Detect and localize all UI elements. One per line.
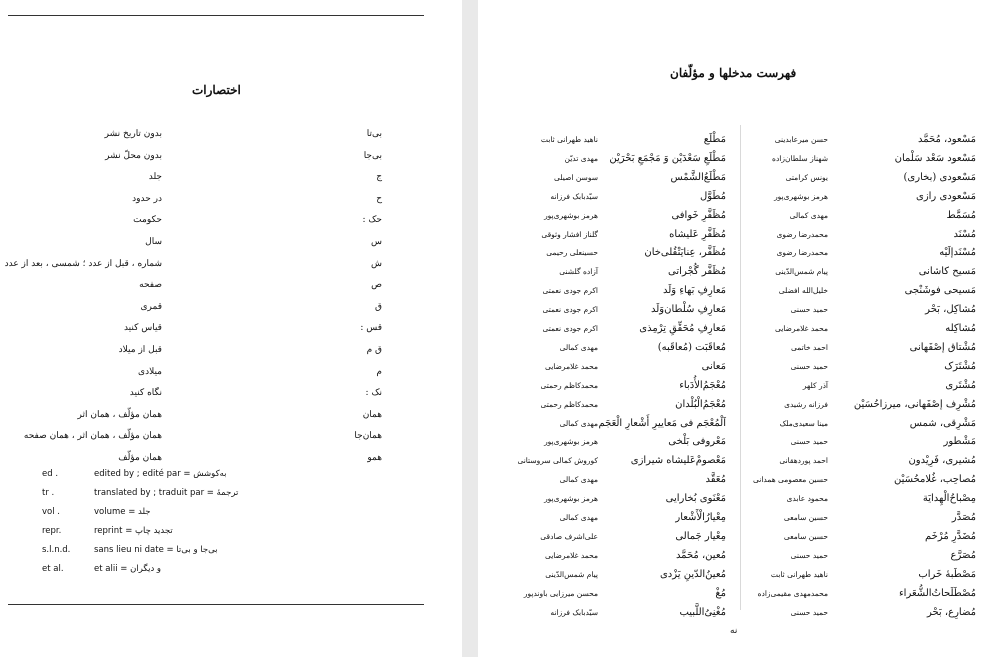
latin-code: repr.: [42, 526, 62, 536]
entry-term: [706, 468, 727, 486]
entry-author-text: هرمز بوشهری‌پور: [544, 494, 598, 504]
entry-term-text: مُعْجَمُ‌الْبُلْدان: [675, 398, 726, 410]
entry-term: [905, 279, 976, 297]
right-page-title: فهرست مدخلها و مؤلّفان: [670, 66, 797, 80]
entry-term: [658, 336, 726, 354]
latin-meaning: translated by ; traduit par = ترجمهٔ: [94, 488, 239, 498]
latin-meaning: reprint = تجدید چاپ: [94, 526, 173, 536]
latin-code: et al.: [42, 564, 64, 574]
entry-author: [544, 487, 598, 505]
entry-author-text: محمد غلامرضایی: [544, 361, 598, 371]
abbreviation-code: همان‌جا: [354, 431, 382, 442]
entry-author: [541, 128, 598, 146]
abbreviation-row: [100, 276, 382, 294]
latin-abbreviation-row: [42, 503, 302, 521]
abbreviation-row: [100, 211, 382, 229]
entry-author-text: فرزانه رشیدی: [784, 399, 828, 409]
entry-author-text: هرمز بوشهری‌پور: [544, 437, 598, 447]
entry-term-text: مَشْرِقی، شمس: [909, 417, 976, 429]
entry-term-text: مَصْطَبهٔ خَراب: [918, 568, 976, 580]
entry-author-text: محمدکاظم رحمتی: [540, 380, 598, 390]
entry-term-text: مَعْروفی بَلْخی: [668, 436, 726, 448]
abbreviation-code: م: [376, 366, 382, 377]
entry-term-text: مُشیری، فَرِیْدون: [908, 455, 976, 467]
entry-term-text: مَسیح کاشانی: [918, 266, 976, 278]
abbreviation-code: نک :: [365, 388, 382, 399]
entry-term: [644, 241, 726, 259]
entry-term: [675, 393, 726, 411]
entry-term: [894, 468, 976, 486]
entry-author: [753, 468, 828, 486]
entry-term-text: مُشْتَری: [945, 379, 976, 391]
entry-term: [598, 412, 726, 430]
entry-term: [944, 430, 976, 448]
entry-term: [609, 147, 726, 165]
entry-term: [923, 487, 976, 505]
latin-code: s.l.n.d.: [42, 545, 71, 555]
entry-term: [854, 393, 976, 411]
entry-term: [925, 525, 976, 543]
entry-author: [543, 298, 598, 316]
entry-term: [668, 260, 726, 278]
abbreviation-row: [77, 406, 382, 424]
entry-author: [784, 525, 828, 543]
entry-author-text: شهناز سلطان‌زاده: [772, 153, 828, 163]
entry-term: [944, 355, 976, 373]
entry-author-text: محمد غلامرضایی: [774, 324, 828, 333]
abbreviation-row: [100, 363, 382, 381]
abbreviation-meaning: میلادی: [138, 366, 162, 377]
entry-author: [560, 336, 598, 354]
entry-term: [946, 204, 976, 222]
abbreviation-meaning: صفحه: [139, 280, 162, 291]
entry-term-text: مُصَرَّع: [950, 549, 976, 561]
entry-author-text: مهدی کمالی: [559, 418, 598, 428]
entry-author: [550, 601, 598, 619]
latin-meaning: volume = جلد: [94, 507, 151, 517]
abbreviation-meaning: بدون تاریخ نشر: [104, 129, 162, 139]
abbreviation-row: [100, 319, 382, 337]
entry-term: [663, 279, 726, 297]
abbreviation-code: ح: [376, 193, 382, 204]
entry-term-text: مُظَفَّرِ عَلیشاه: [669, 228, 726, 240]
entry-term: [639, 317, 726, 335]
entry-author: [784, 393, 828, 411]
entry-term-text: مَعانی: [701, 360, 726, 372]
entry-author: [803, 374, 828, 392]
abbreviation-meaning: قیاس کنید: [123, 323, 162, 334]
entry-term: [702, 355, 726, 373]
entry-author: [554, 166, 598, 184]
entry-term: [918, 128, 976, 146]
abbreviation-row: [100, 168, 382, 186]
entry-author-text: محمدرضا رضوی: [776, 229, 828, 239]
entry-author: [780, 412, 828, 430]
entry-author-text: پیام شمس‌الدّینی: [545, 569, 598, 579]
entry-author: [779, 449, 828, 467]
abbreviation-row: [4, 255, 382, 273]
entry-author-text: حسین سامعی: [783, 513, 828, 522]
latin-abbreviation-row: [42, 484, 302, 502]
abbreviation-code: ق: [375, 301, 382, 312]
entry-author: [758, 582, 828, 600]
entry-author: [550, 185, 598, 203]
entry-author-text: حسن میرعابدینی: [774, 135, 828, 144]
entry-term-text: مَسْعود، مُحَمَّد: [918, 134, 976, 145]
entry-term-text: مَطْلَع: [703, 134, 726, 145]
entry-term-text: مُظَفَّر، عِنایَتْقُلی‌خان: [644, 247, 726, 259]
entry-term-text: مَسیحی فوشَنْجی: [904, 285, 976, 297]
entry-author-text: حسین معصومی همدانی: [753, 475, 828, 485]
abbreviation-code: قس :: [360, 323, 382, 334]
entry-term-text: مُغْ: [715, 587, 726, 599]
column-separator: [740, 125, 741, 610]
entry-author: [774, 185, 828, 203]
entry-author-text: محمدمهدی مقیمی‌زاده: [757, 588, 828, 598]
entry-author: [786, 166, 828, 184]
entry-term-text: مُشاکِل، بَحْر: [925, 304, 976, 316]
entry-author-text: مهدی کمالی: [559, 513, 598, 522]
entry-term: [910, 412, 976, 430]
entry-author-text: محسن میرزایی باوندپور: [523, 588, 598, 598]
entry-term: [704, 128, 726, 146]
entry-author-text: محمدکاظم رحمتی: [540, 399, 598, 409]
entry-term-text: مَسْعودی (بخاری): [903, 171, 976, 183]
entry-author: [791, 544, 828, 562]
entry-author-text: آذر کلهر: [802, 380, 828, 390]
abbreviation-code: ص: [371, 280, 382, 291]
entry-term-text: مُسَمَّط: [946, 209, 976, 221]
entry-author: [545, 544, 598, 562]
abbreviation-row: [100, 147, 382, 165]
abbreviation-meaning: شماره ، قبل از عدد ؛ شمسی ، بعد از عدد: [4, 258, 162, 269]
entry-term-text: مُصاحِب، غُلامحُسَیْن: [893, 474, 976, 486]
entry-author: [791, 355, 828, 373]
left-page: [0, 0, 462, 657]
entry-author: [544, 204, 598, 222]
abbreviation-code: ش: [371, 258, 382, 269]
entry-term: [679, 601, 726, 619]
entry-term-text: مُشْتَرَک: [944, 360, 976, 372]
entry-author-text: مهدی کمالی: [559, 475, 598, 485]
entry-term-text: مَشْطور: [943, 436, 976, 448]
entry-author-text: حمید حسنی: [790, 305, 828, 315]
entry-author: [545, 563, 598, 581]
abbreviation-code: همو: [367, 453, 382, 463]
entry-author: [540, 525, 598, 543]
entry-term: [939, 241, 976, 259]
latin-abbreviation-row: [42, 541, 302, 559]
entry-author: [543, 317, 598, 335]
entry-author-text: هرمز بوشهری‌پور: [544, 210, 598, 220]
entry-author: [790, 204, 828, 222]
entry-author-text: محمود عابدی: [786, 494, 828, 504]
abbreviation-meaning: سال: [145, 237, 162, 247]
entry-term-text: مِعْیارُالْأَشْعار: [675, 512, 726, 523]
entry-term-text: مُشْرِف إصْفَهانی، میرزاحُسَیْن: [853, 398, 976, 410]
top-rule: [8, 15, 424, 16]
entry-term-text: مُعینُ‌الدّینِ یَزْدی: [659, 568, 726, 580]
abbreviation-row: [100, 384, 382, 402]
entry-term: [927, 601, 976, 619]
abbreviation-code: ج: [376, 172, 382, 183]
entry-term: [916, 185, 976, 203]
latin-abbreviation-row: [42, 465, 302, 483]
entry-term: [950, 544, 976, 562]
latin-meaning: edited by ; edité par = به‌کوشش: [94, 469, 227, 479]
entry-term-text: مُعَقَّد: [705, 474, 726, 486]
entry-term: [671, 166, 726, 184]
entry-term-text: مُضارِع، بَحْر: [926, 606, 976, 618]
entry-author-text: احمد خاتمی: [791, 342, 828, 352]
entry-term-text: مُشْتاق إصْفَهانی: [909, 341, 976, 353]
left-page-title: اختصارات: [192, 83, 241, 97]
entry-author: [779, 279, 828, 297]
entry-author: [771, 563, 828, 581]
abbreviation-meaning: نگاه کنید: [129, 388, 162, 399]
entry-author: [541, 393, 598, 411]
abbreviation-code: ق م: [366, 345, 382, 355]
entry-author-text: گلناز افشار وثوقی: [541, 229, 598, 239]
entry-author: [517, 449, 598, 467]
entry-term-text: مَعارِفِ مُحَقِّقِ تِرْمِذی: [639, 323, 726, 334]
latin-code: tr .: [42, 488, 55, 498]
entry-author: [546, 241, 598, 259]
entry-term: [715, 582, 726, 600]
entry-term: [919, 260, 976, 278]
entry-author-text: سوسن اصیلی: [554, 172, 598, 182]
entry-term: [952, 506, 976, 524]
entry-author: [524, 582, 598, 600]
entry-term-text: مُغْنِیُ‌اللَّبیب: [679, 606, 726, 618]
entry-term-text: مُطَوَّل: [700, 190, 726, 202]
entry-term: [666, 487, 726, 505]
entry-term: [669, 223, 726, 241]
abbreviation-row: [100, 190, 382, 208]
entry-author-text: حسینعلی رحیمی: [546, 248, 598, 258]
entry-author: [775, 260, 828, 278]
entry-term-text: مِصْباحُ‌الْهِدایَة: [922, 493, 976, 505]
abbreviation-row: [100, 341, 382, 359]
entry-term: [945, 374, 976, 392]
abbreviation-meaning: قمری: [140, 301, 162, 312]
entry-term: [910, 336, 976, 354]
abbreviation-code: بی‌جا: [363, 150, 382, 161]
entry-author-text: حسین سامعی: [783, 531, 828, 541]
entry-term-text: مَعارِفِ بَهاءِ وَلَد: [662, 285, 726, 297]
entry-author-text: علی‌اشرف صادقی: [540, 531, 598, 541]
entry-author-text: محمدرضا رضوی: [776, 248, 828, 258]
entry-author-text: پیام شمس‌الدّینی: [775, 267, 828, 277]
entry-author-text: آزاده گلشنی: [559, 267, 598, 277]
entry-term-text: مُعاقَبَت (مُعاقَبه): [657, 341, 726, 353]
entry-author: [559, 260, 598, 278]
entry-term: [676, 544, 726, 562]
entry-author-text: سیّدبابک فرزانه: [550, 607, 598, 617]
entry-author-text: ناهید طهرانی ثابت: [770, 569, 828, 579]
entry-term: [700, 185, 726, 203]
entry-author: [776, 241, 828, 259]
abbreviation-meaning: قبل از میلاد: [118, 345, 162, 355]
entry-author: [791, 298, 828, 316]
entry-term: [651, 298, 726, 316]
abbreviation-row: [100, 233, 382, 251]
entry-author: [543, 279, 598, 297]
entry-term-text: مَعْصومْ‌عَلیشاه شیرازی: [630, 455, 726, 467]
entry-term: [675, 506, 726, 524]
entry-author-text: ناهید طهرانی ثابت: [540, 135, 598, 144]
entry-term-text: اَلْمُعْجَم فی مَعاییرِ أَشْعارِ الْعَجَم: [598, 417, 726, 429]
abbreviation-code: س: [371, 237, 382, 247]
entry-author: [565, 147, 599, 165]
entry-term-text: مُظَفَّر گُجْراتی: [668, 266, 726, 278]
entry-term: [953, 223, 976, 241]
entry-term-text: مُصْطَلَحاتُ‌الشُّعَراء: [898, 587, 976, 599]
entry-term-text: مُضَدَّرِ مُرْخَم: [925, 530, 976, 542]
entry-author-text: مهدی کمالی: [789, 210, 828, 220]
entry-term: [908, 449, 976, 467]
entry-term: [660, 563, 726, 581]
abbreviation-code: بی‌تا: [366, 129, 382, 139]
entry-term-text: مِعْیار جَمالی: [675, 530, 726, 542]
entry-author-text: اکرم جودی نعمتی: [542, 286, 598, 296]
page-number: نه: [730, 626, 738, 636]
entry-term-text: مُصَدَّر: [951, 512, 976, 523]
entry-author: [775, 317, 828, 335]
entry-term-text: مُشاکِله: [945, 323, 976, 334]
entry-author: [787, 487, 828, 505]
abbreviation-code: همان: [362, 409, 382, 420]
entry-term-text: مَسْعودی رازی: [916, 190, 976, 202]
entry-term: [679, 374, 726, 392]
entry-author-text: حمید حسنی: [790, 550, 828, 560]
entry-author-text: خلیل‌الله افضلی: [778, 286, 828, 296]
entry-term-text: مَسْعود سَعْد سَلْمان: [894, 152, 976, 164]
abbreviation-row: [23, 427, 382, 445]
entry-author-text: سیّدبابک فرزانه: [550, 191, 598, 201]
abbreviation-meaning: همان مؤلّف: [118, 453, 162, 463]
entry-author: [544, 430, 598, 448]
entry-author-text: اکرم جودی نعمتی: [542, 324, 598, 333]
latin-abbreviation-row: [42, 522, 302, 540]
entry-term: [671, 204, 726, 222]
entry-term-text: مُسْنَدإلَیْه: [939, 247, 976, 259]
entry-author: [772, 147, 828, 165]
entry-term-text: مُسْنَد: [953, 228, 976, 240]
entry-term-text: مَعْنَوی بُخارایی: [665, 493, 726, 505]
latin-abbreviation-row: [42, 560, 302, 578]
entry-author-text: هرمز بوشهری‌پور: [774, 191, 828, 201]
entry-author-text: کوروش کمالی سروستانی: [517, 456, 598, 466]
abbreviation-meaning: حکومت: [133, 215, 162, 226]
entry-term: [925, 298, 976, 316]
entry-author-text: محمد غلامرضایی: [544, 550, 598, 560]
entry-author: [791, 336, 828, 354]
entry-term-text: مَطْلَعِ سَعْدَیْن وَ مَجْمَعِ بَحْرَیْن: [609, 152, 726, 164]
entry-term: [895, 147, 976, 165]
entry-author: [541, 374, 598, 392]
abbreviation-code: حک :: [362, 215, 382, 226]
right-page: [478, 0, 988, 657]
entry-author: [545, 355, 598, 373]
entry-term: [904, 166, 976, 184]
entry-author-text: حمید حسنی: [790, 361, 828, 371]
entry-author-text: اکرم جودی نعمتی: [542, 305, 598, 315]
abbreviation-meaning: بدون محلّ نشر: [105, 150, 162, 161]
abbreviation-meaning: همان مؤلّف ، همان اثر: [77, 409, 162, 420]
entry-term-text: مَعارِفِ سُلْطان‌وَلَد: [650, 304, 726, 316]
entry-author-text: مینا سعیدی‌ملک: [779, 418, 828, 428]
abbreviation-row: [100, 298, 382, 316]
entry-term: [675, 525, 726, 543]
entry-author-text: یونس کرامتی: [785, 172, 828, 182]
entry-term-text: مُظَفَّرِ خَوافی: [671, 209, 726, 221]
entry-author: [560, 468, 598, 486]
entry-author: [784, 506, 828, 524]
entry-term-text: مُعْجَمُ‌الأُدَباء: [679, 379, 726, 391]
entry-term-text: مَطْلَعُ‌الشَّمْس: [670, 171, 726, 183]
entry-author-text: مهدی تدیّن: [564, 153, 598, 163]
entry-author: [791, 601, 828, 619]
entry-term: [899, 582, 976, 600]
entry-author: [791, 430, 828, 448]
entry-author: [775, 128, 828, 146]
abbreviation-row: [100, 125, 382, 143]
abbreviation-meaning: جلد: [148, 172, 162, 183]
abbreviation-meaning: همان مؤلّف ، همان اثر ، همان صفحه: [23, 431, 162, 442]
latin-code: ed .: [42, 469, 59, 479]
entry-author-text: مهدی کمالی: [559, 342, 598, 352]
entry-term: [668, 430, 726, 448]
entry-author-text: حمید حسنی: [790, 607, 828, 617]
entry-author: [541, 223, 598, 241]
latin-meaning: sans lieu ni date = بی‌جا و بی‌تا: [94, 545, 218, 555]
abbreviation-meaning: در حدود: [132, 193, 162, 204]
entry-author: [560, 506, 598, 524]
entry-term-text: مُعین، مُحَمَّد: [675, 549, 726, 561]
entry-author: [776, 223, 828, 241]
entry-author: [560, 412, 598, 430]
latin-meaning: et alii = و دیگران: [94, 564, 162, 574]
entry-term: [631, 449, 726, 467]
entry-author-text: حمید حسنی: [790, 437, 828, 447]
entry-author-text: احمد پوردهقانی: [779, 456, 828, 466]
entry-term: [945, 317, 976, 335]
entry-term: [918, 563, 976, 581]
latin-code: vol .: [42, 507, 60, 517]
bottom-rule: [8, 604, 424, 605]
